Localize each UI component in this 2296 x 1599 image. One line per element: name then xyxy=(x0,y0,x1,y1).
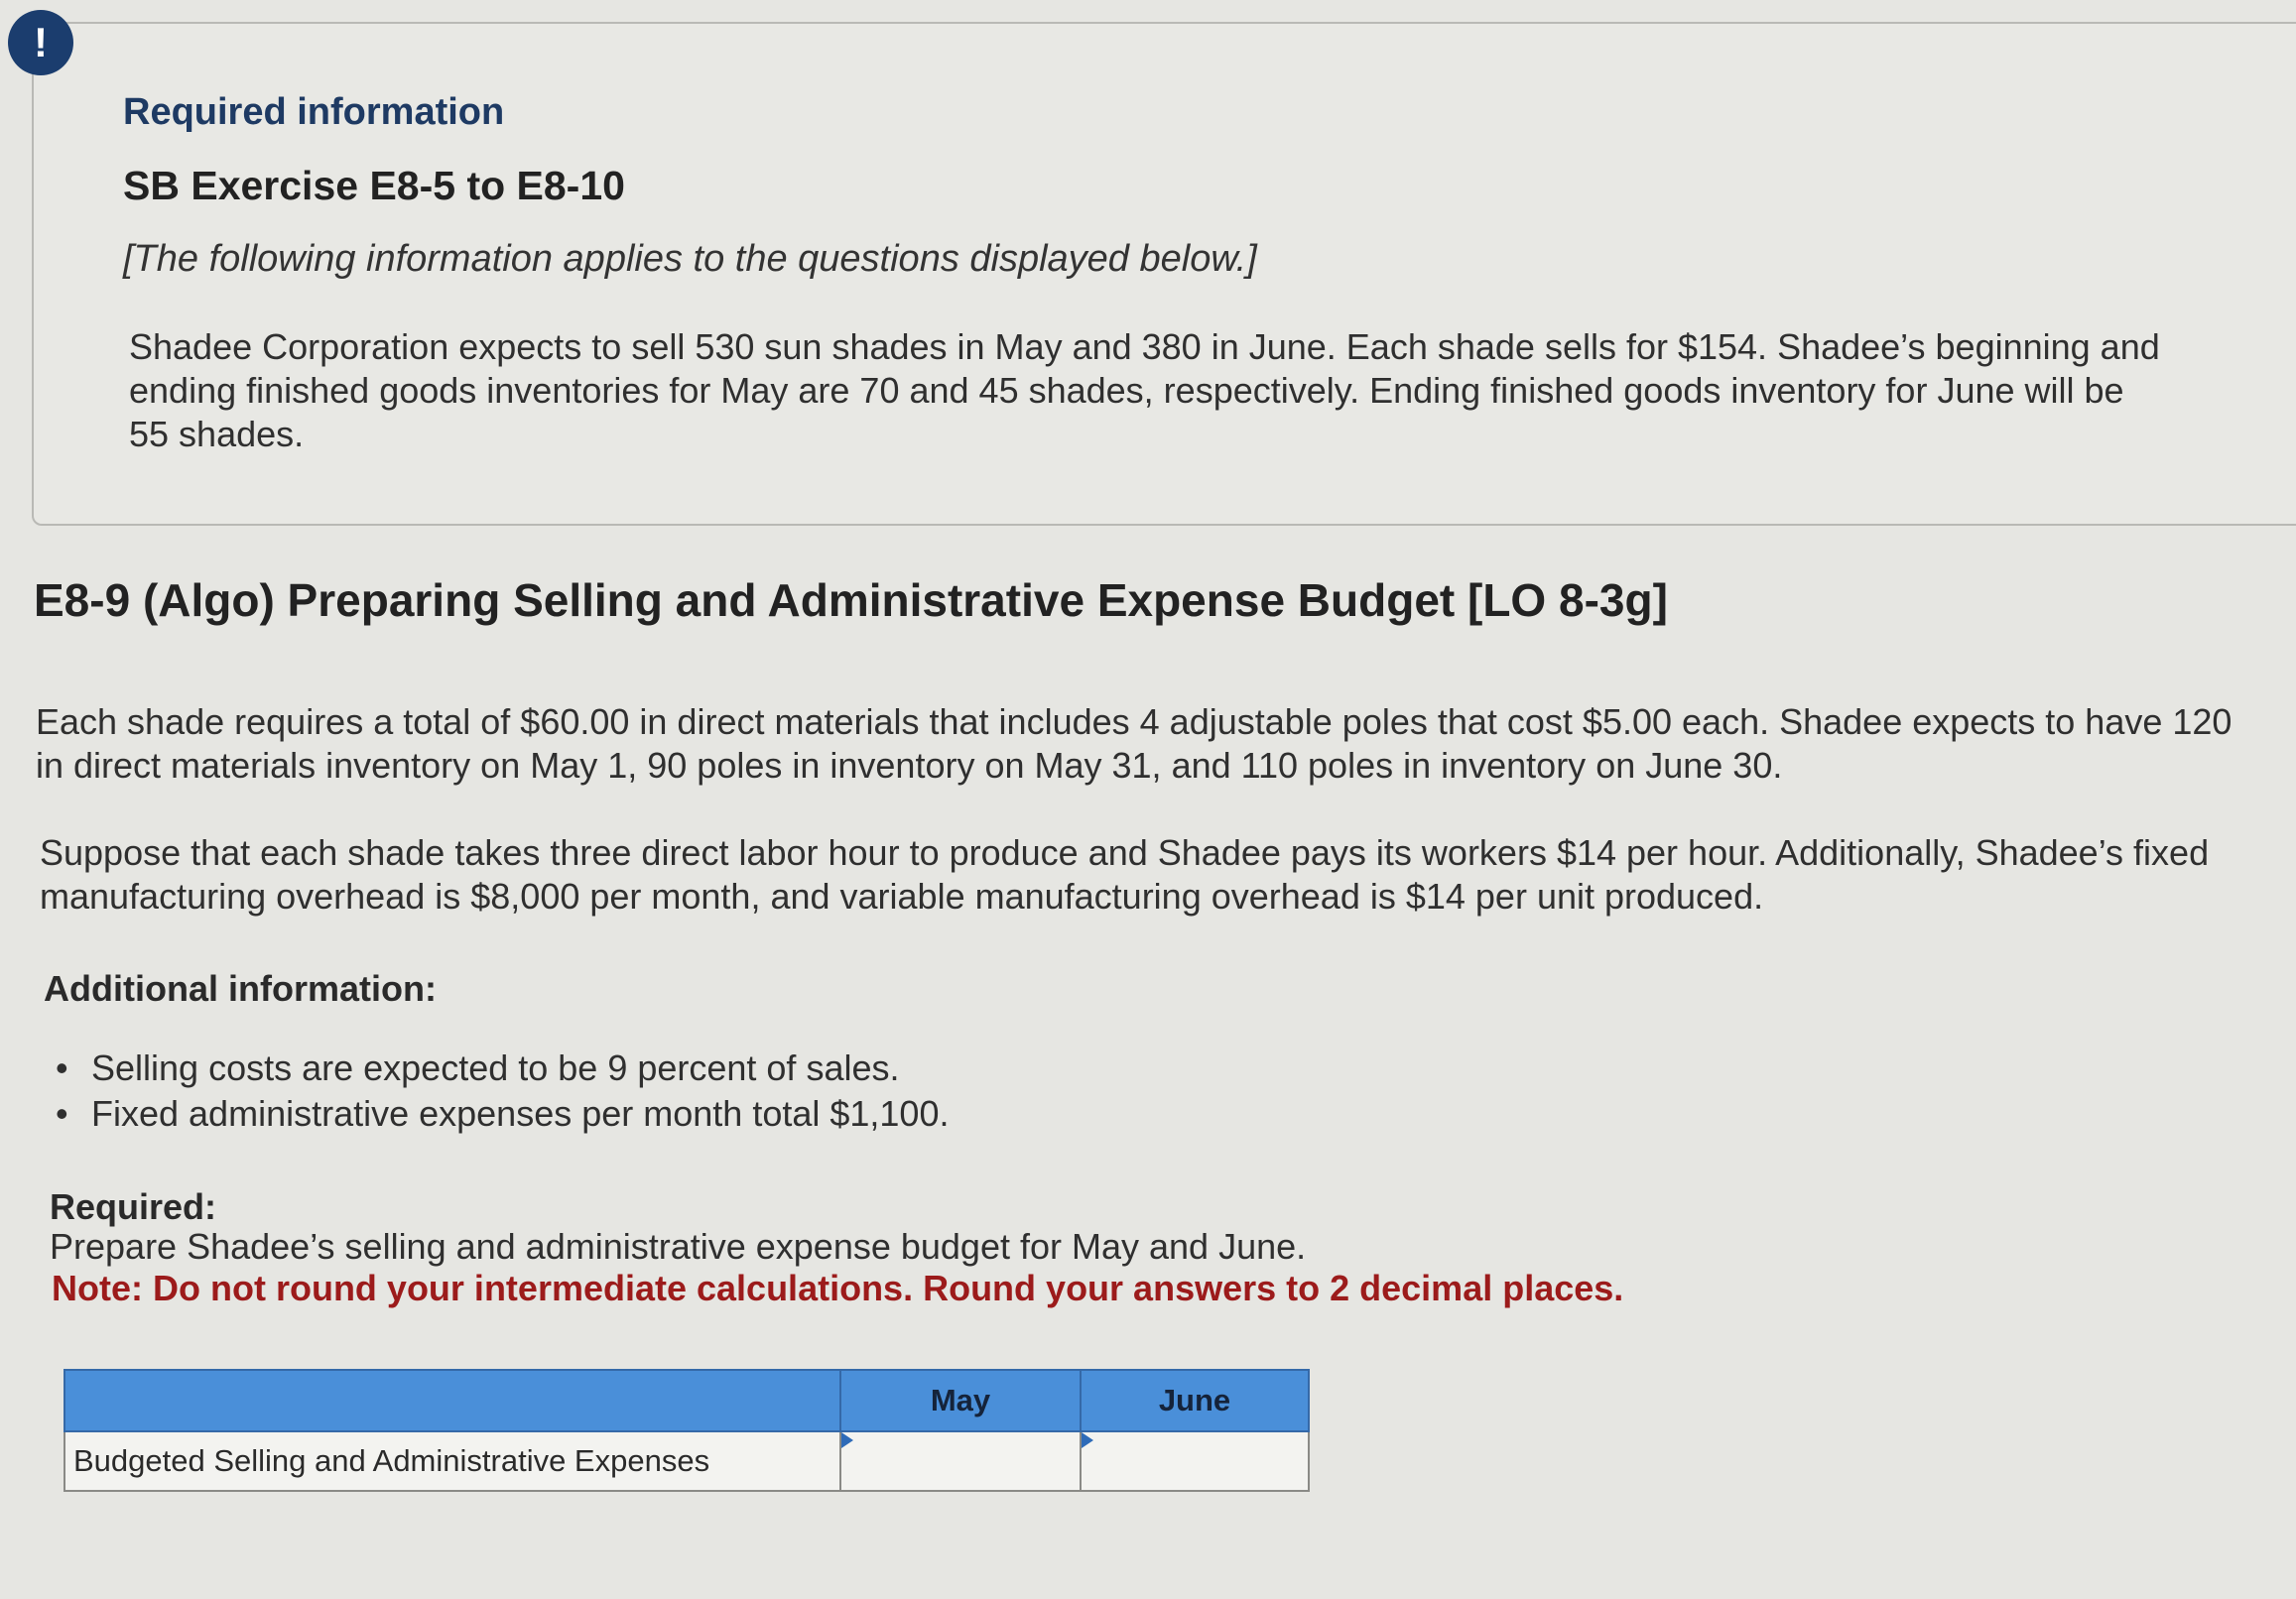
required-label: Required: xyxy=(50,1186,217,1227)
header-june: June xyxy=(1081,1370,1309,1431)
list-item: • Selling costs are expected to be 9 percent of sales. xyxy=(56,1046,949,1091)
applies-note: [The following information applies to the questions displayed below.] xyxy=(123,238,1257,280)
june-cell xyxy=(1081,1431,1309,1491)
rounding-note: Note: Do not round your intermediate calculations. Round your answers to 2 decimal places. xyxy=(52,1268,1624,1308)
direct-materials-paragraph: Each shade requires a total of $60.00 in direct materials that includes 4 adjustable poles that cost $5.00 each. Shadee expects to have 120 in direct materials inventory on May 1, 90 poles in inventory on May 31, and 110 poles in inventory on June 30. xyxy=(36,701,2232,786)
labor-overhead-paragraph: Suppose that each shade takes three direct labor hour to produce and Shadee pays its workers $14 per hour. Additionally, Shadee’s fixed manufacturing overhead is $8,000 per month, and variable manufacturing overhead is $14 per unit produced. xyxy=(40,832,2210,917)
june-expense-input[interactable] xyxy=(1083,1433,1307,1489)
exercise-set-title: SB Exercise E8-5 to E8-10 xyxy=(123,163,625,208)
required-text: Prepare Shadee’s selling and administrative expense budget for May and June. xyxy=(50,1226,1307,1267)
header-may: May xyxy=(840,1370,1081,1431)
list-item: • Fixed administrative expenses per month total $1,100. xyxy=(56,1091,949,1137)
required-information-heading: Required information xyxy=(123,91,505,133)
alert-icon: ! xyxy=(8,10,73,75)
row-label-budgeted-expenses: Budgeted Selling and Administrative Expenses xyxy=(64,1431,840,1491)
table-header-row xyxy=(64,1370,1309,1431)
may-cell xyxy=(840,1431,1081,1491)
header-blank xyxy=(64,1370,840,1431)
budget-table xyxy=(64,1369,1310,1492)
scenario-text: Shadee Corporation expects to sell 530 sun shades in May and 380 in June. Each shade sells for $154. Shadee’s beginning and ending finished goods inventories for May are 70 and 45 shades, respectively. Ending finished goods inventory for June will be 55 shades. xyxy=(129,326,2160,454)
table-row xyxy=(64,1431,1309,1491)
exercise-title: E8-9 (Algo) Preparing Selling and Administrative Expense Budget [LO 8-3g] xyxy=(34,574,1668,626)
additional-information-list xyxy=(56,1046,949,1137)
may-expense-input[interactable] xyxy=(842,1433,1079,1489)
additional-information-heading: Additional information: xyxy=(44,968,437,1009)
